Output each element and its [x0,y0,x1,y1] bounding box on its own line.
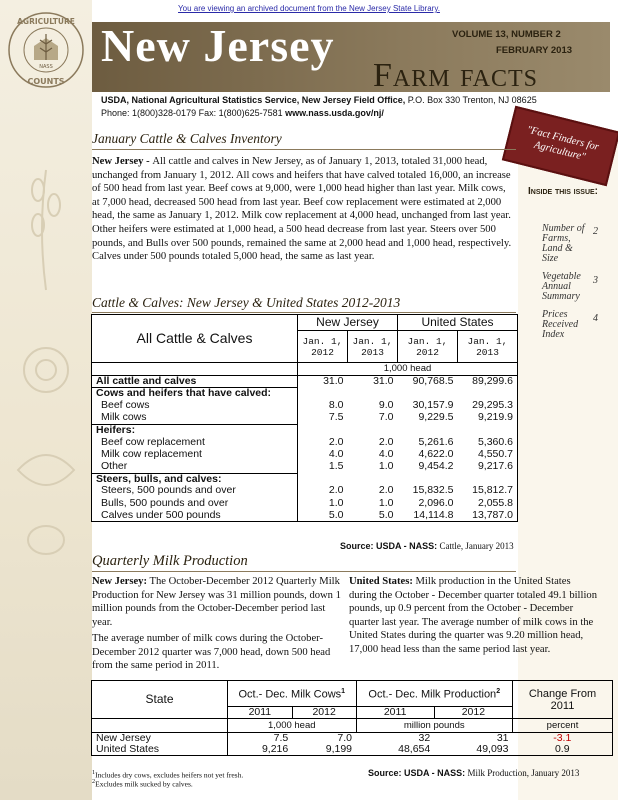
row-label: Milk cows [92,412,298,424]
toc-page-vegetable: 3 [593,275,598,286]
cell-value: 9,229.5 [418,411,454,424]
cell-value: 9,216 [228,744,293,756]
cell-value: 0.9 [513,744,613,756]
cell-value: 2.0 [298,436,348,448]
toc-item-vegetable[interactable]: Vegetable Annual Summary [542,271,581,302]
table-row [92,510,518,522]
section-rule [92,571,516,572]
cell-value: 4,550.7 [458,449,518,461]
cell-value: 2.0 [298,485,348,497]
archive-banner-link[interactable]: You are viewing an archived document from the New Jersey State Library. [178,4,440,13]
table-row [92,497,518,509]
cell-value [348,473,398,485]
milk-source-label: Source: USDA - NASS: [368,768,466,778]
cell-value: 14,114.8 [398,510,458,522]
row-label: Steers, bulls, and calves: [92,473,298,485]
table-row [92,388,518,400]
cell-value: 8.0 [298,400,348,412]
cell-value [348,424,398,436]
office-org: USDA, National Agricultural Statistics Service, New Jersey Field Office, [101,95,406,105]
toc-page-farms: 2 [593,226,598,237]
row-label: Beef cow replacement [92,436,298,448]
col-us-2013: Jan. 1, 2013 [458,331,518,363]
volume-number: VOLUME 13, NUMBER 2 [452,29,561,40]
col-nj-2012: Jan. 1, 2012 [298,331,348,363]
cell-value: 2,096.0 [418,496,454,509]
cattle-source-label: Source: USDA - NASS: [340,541,438,551]
row-label: Milk cow replacement [92,449,298,461]
milk-us-paragraph [349,575,599,657]
year-cows-2011: 2011 [228,707,293,719]
inside-issue-heading: Inside this issue: [528,186,599,197]
cell-value: 31 [434,733,512,745]
change-header: Change From 2011 [513,681,613,719]
footnote-2 [92,778,193,789]
cell-value: 1.5 [298,461,348,473]
milk-nj-text: The October-December 2012 Quarterly Milk Production for New Jersey was 31 million pounds, down 1 million pounds from the October-December period last year. [92,576,341,628]
issue-date: FEBRUARY 2013 [496,45,573,56]
table-header-row [92,315,518,331]
milk-nj-paragraph [92,575,342,629]
cell-value [298,388,348,400]
agriculture-counts-seal [6,10,86,90]
section-rule [92,312,516,313]
cattle-source [340,541,514,551]
state-header: State [92,681,228,719]
wheat-decoration-icon [8,150,84,570]
milk-nj-lead: New Jersey: [92,576,148,587]
group-new-jersey: New Jersey [298,315,398,331]
row-label: All cattle and calves [92,375,298,388]
cattle-lead: New Jersey - [92,156,153,167]
table-row [92,485,518,497]
cell-value: -3.1 [513,733,613,745]
cell-value: 5.0 [348,510,398,522]
cell-value [458,473,518,485]
col-us-2012: Jan. 1, 2012 [398,331,458,363]
office-post: P.O. Box 330 Trenton, NJ 08625 [405,95,537,105]
milk-us-text: Milk production in the United States during the October - December quarter totaled 49.1 billion pounds, up 0.9 percent from the October - December quarter last year. The average number of milk cows in the United States during the quarter was 9.20 million head, 17,000 head less than the same period last year. [349,576,597,655]
fact-finders-stamp: "Fact Finders for Agriculture" [502,106,618,186]
cell-value [398,424,458,436]
row-label: Heifers: [92,424,298,436]
row-label: Beef cows [92,400,298,412]
contact-line [101,108,384,118]
table-row [92,473,518,485]
footnote-2-text: Excludes milk sucked by calves. [95,779,193,789]
toc-page-prices: 4 [593,313,598,324]
cows-footnote-mark: 1 [341,688,346,696]
cell-value: 7.5 [228,733,293,745]
cell-value: 2.0 [378,435,394,448]
cattle-section-heading: January Cattle & Calves Inventory [92,131,282,146]
cattle-source-text: Cattle, January 2013 [437,541,514,551]
cell-value [398,388,458,400]
year-cows-2012: 2012 [292,707,356,719]
table-row [92,412,518,424]
group-united-states: United States [398,315,518,331]
toc-item-farms[interactable]: Number of Farms, Land & Size [542,223,585,264]
cell-value: 9,454.2 [418,460,454,473]
cell-value: 1.0 [298,497,348,509]
unit-cows: 1,000 head [228,719,357,733]
cell-value: 15,832.5 [412,484,454,497]
table-corner-label: All Cattle & Calves [92,315,298,363]
cell-value: 15,812.7 [458,485,518,497]
production-header [356,681,512,707]
year-prod-2012: 2012 [434,707,512,719]
cell-value [348,388,398,400]
cell-value: 4,622.0 [418,447,454,460]
unit-row [92,719,613,733]
cell-value: 7.0 [378,411,394,424]
milk-nj-paragraph-2: The average number of milk cows during the October-December 2012 quarter was 7,000 head, down 500 head from the same period in 2011. [92,633,331,672]
cell-value: 32 [356,733,434,745]
cell-value: 13,787.0 [458,510,518,522]
production-footnote-mark: 2 [496,688,501,696]
office-address [101,95,537,105]
state-name: United States [92,744,228,756]
svg-text:COUNTS: COUNTS [27,77,65,86]
cell-value: 4.0 [298,449,348,461]
milk-us-lead: United States: [349,576,413,587]
year-prod-2011: 2011 [356,707,434,719]
cell-value: 9.0 [378,399,394,412]
cell-value: 2,055.8 [458,497,518,509]
table-row [92,744,613,756]
cows-header [228,681,357,707]
table-row [92,436,518,448]
cell-value [458,424,518,436]
cell-value: 2.0 [378,484,394,497]
milk-source [368,768,579,778]
cell-value: 30,157.9 [412,399,454,412]
table-row [92,400,518,412]
table-row [92,449,518,461]
table-row [92,733,613,745]
production-header-text: Oct.- Dec. Milk Production [368,688,497,701]
footnote-1-text: Includes dry cows, excludes heifers not yet fresh. [95,770,244,780]
cattle-table [91,314,518,522]
newsletter-name: Farm facts [373,57,539,94]
svg-text:AGRICULTURE: AGRICULTURE [17,17,75,26]
cattle-body: All cattle and calves in New Jersey, as of January 1, 2013, totaled 31,000 head, unchanged from January 1, 2012. All cows and heifers that have calved totaled 16,000, an increase of 500 head from last year. Beef cows at 9,000, were 1,000 head higher than last year. Milk cows, at 7,000 head, decreased 500 head from last year. Beef cow replacement were estimated at 2,000 head, the same as January 1, 2012. Milk cow replacement at 4,000 head, unchanged from last year. Other heifers were estimated at 1,000 head, a 500 head decrease from last year. Steers over 500 pounds, and Bulls over 500 pounds, remained the same at 2,000 head and 1,000 head, respectively. Calves under 500 pounds totaled 5,000 head, the same as last year. [92,156,512,263]
cell-value: 5,261.6 [418,435,454,448]
cell-value: 89,299.6 [458,375,518,388]
svg-text:NASS: NASS [39,64,53,70]
footnote-1-mark: 1 [92,769,96,776]
cell-value: 29,295.3 [458,400,518,412]
cell-value: 1.0 [378,460,394,473]
unit-percent: percent [513,719,613,733]
col-nj-2013: Jan. 1, 2013 [348,331,398,363]
table-header-row [92,681,613,707]
cows-header-text: Oct.- Dec. Milk Cows [238,688,342,701]
cell-value: 5,360.6 [458,436,518,448]
cell-value: 9,199 [292,744,356,756]
row-label: Bulls, 500 pounds and over [92,497,298,509]
cell-value: 48,654 [356,744,434,756]
cell-value [298,424,348,436]
row-label: Other [92,461,298,473]
cell-value: 4.0 [378,447,394,460]
cell-value: 1.0 [378,496,394,509]
cell-value [298,473,348,485]
unit-label: 1,000 head [298,363,518,376]
row-label: Calves under 500 pounds [92,510,298,522]
cell-value: 9,219.9 [458,412,518,424]
cell-value: 31.0 [298,375,348,388]
table-row [92,424,518,436]
cell-value [458,388,518,400]
milk-source-text: Milk Production, January 2013 [465,768,580,778]
toc-item-prices[interactable]: Prices Received Index [542,309,579,340]
phone-fax: Phone: 1(800)328-0179 Fax: 1(800)625-7581 [101,108,286,118]
cell-value: 7.5 [298,412,348,424]
milk-section-heading: Quarterly Milk Production [92,553,248,569]
website-link[interactable]: www.nass.usda.gov/nj/ [285,108,384,118]
unit-row [92,363,518,376]
cell-value: 90,768.5 [398,375,458,388]
cell-value: 49,093 [434,744,512,756]
cell-value [398,473,458,485]
cell-value: 9,217.6 [458,461,518,473]
masthead-title: New Jersey [101,20,335,71]
cell-value: 7.0 [292,733,356,745]
cattle-table-heading: Cattle & Calves: New Jersey & United States 2012-2013 [92,295,401,310]
milk-table [91,680,613,756]
unit-production: million pounds [356,719,512,733]
cell-value: 31.0 [348,375,398,388]
row-label: Cows and heifers that have calved: [92,388,298,400]
table-row [92,461,518,473]
table-row [92,375,518,388]
cattle-paragraph [92,155,512,264]
section-rule [92,149,516,150]
state-name: New Jersey [92,733,228,745]
cell-value: 5.0 [298,510,348,522]
footnote-2-mark: 2 [92,778,96,785]
row-label: Steers, 500 pounds and over [92,485,298,497]
